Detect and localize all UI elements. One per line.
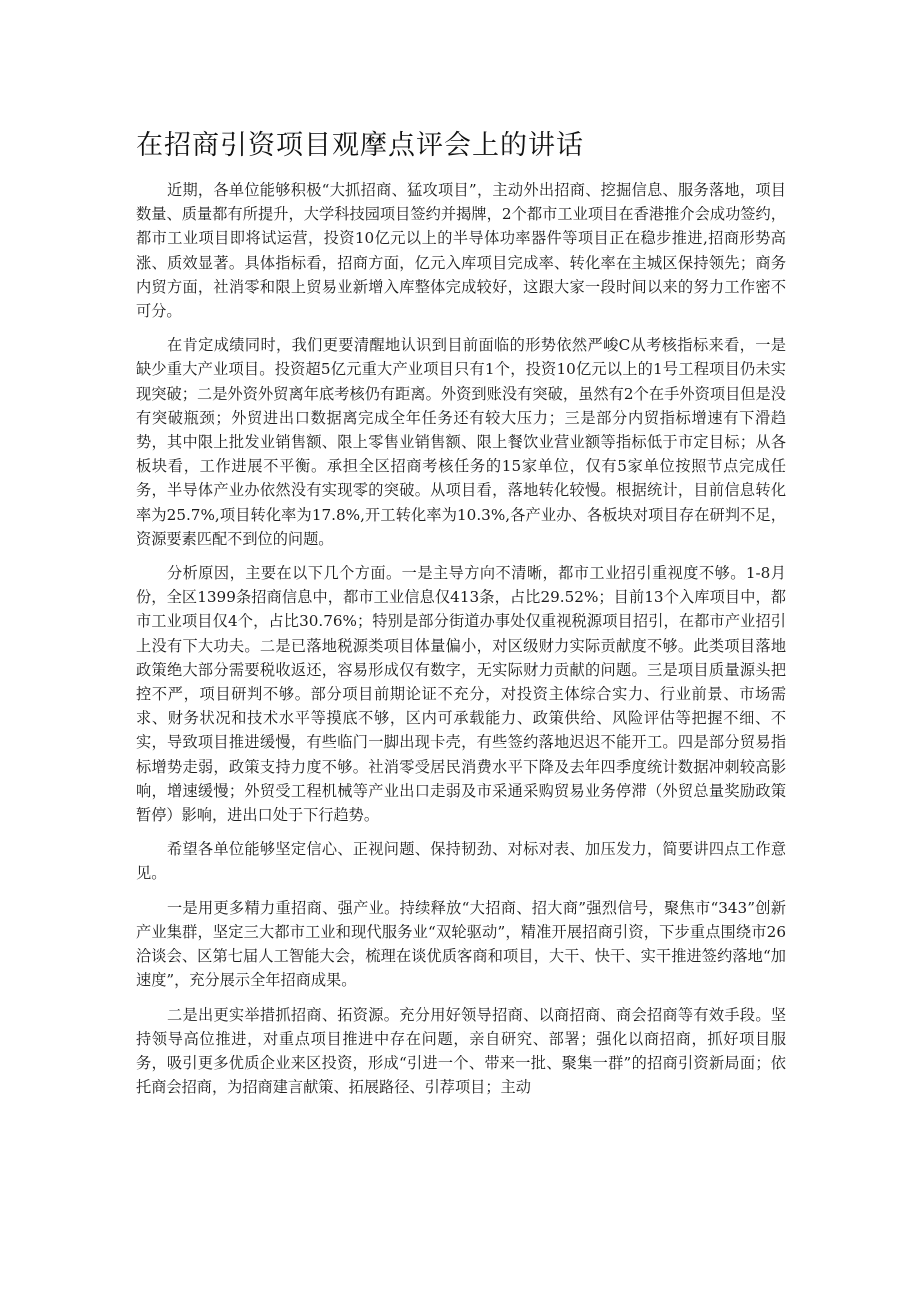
paragraph: 在肯定成绩同时，我们更要清醒地认识到目前面临的形势依然严峻C从考核指标来看，一是缺少重大产业项目。投资超5亿元重大产业项目只有1个，投资10亿元以上的1号工程项目仍未实现突破；二是外资外贸离年底考核仍有距离。外资到账没有突破，虽然有2个在手外资项目但是没有突破瓶颈；外贸进出口数据离完成全年任务还有较大压力；三是部分内贸指标增速有下滑趋势，其中限上批发业销售额、限上零售业销售额、限上餐饮业营业额等指标低于市定目标；从各板块看，工作进展不平衡。承担全区招商考核任务的15家单位，仅有5家单位按照节点完成任务，半导体产业办依然没有实现零的突破。从项目看，落地转化较慢。根据统计，目前信息转化率为25.7%,项目转化率为17.8%,开工转化率为10.3%,各产业办、各板块对项目存在研判不足，资源要素匹配不到位的问题。 <box>136 336 786 548</box>
paragraph: 近期，各单位能够积极“大抓招商、猛攻项目”，主动外出招商、挖掘信息、服务落地，项目数量、质量都有所提升，大学科技园项目签约并揭牌，2个都市工业项目在香港推介会成功签约，都市工业项目即将试运营，投资10亿元以上的半导体功率器件等项目正在稳步推进,招商形势高涨、质效显著。具体指标看，招商方面，亿元入库项目完成率、转化率在主城区保持领先；商务内贸方面，社消零和限上贸易业新增入库整体完成较好，这跟大家一段时间以来的努力工作密不可分。 <box>136 181 786 321</box>
paragraph: 希望各单位能够坚定信心、正视问题、保持韧劲、对标对表、加压发力，简要讲四点工作意见。 <box>136 840 786 883</box>
document-title: 在招商引资项目观摩点评会上的讲话 <box>136 130 584 161</box>
document-body <box>136 178 786 1109</box>
paragraph: 二是出更实举措抓招商、拓资源。充分用好领导招商、以商招商、商会招商等有效手段。坚持领导高位推进，对重点项目推进中存在问题，亲自研究、部署；强化以商招商，抓好项目服务，吸引更多优质企业来区投资，形成“引进一个、带来一批、聚集一群”的招商引资新局面；依托商会招商，为招商建言献策、拓展路径、引荐项目；主动 <box>136 1005 786 1097</box>
paragraph: 分析原因，主要在以下几个方面。一是主导方向不清晰，都市工业招引重视度不够。1-8月份，全区1399条招商信息中，都市工业信息仅413条，占比29.52%；目前13个入库项目中，都市工业项目仅4个，占比30.76%；特别是部分街道办事处仅重视税源项目招引，在都市产业招引上没有下大功夫。二是已落地税源类项目体量偏小，对区级财力实际贡献度不够。此类项目落地政策绝大部分需要税收返还，容易形成仅有数字，无实际财力贡献的问题。三是项目质量源头把控不严，项目研判不够。部分项目前期论证不充分，对投资主体综合实力、行业前景、市场需求、财务状况和技术水平等摸底不够，区内可承载能力、政策供给、风险评估等把握不细、不实，导致项目推进缓慢，有些临门一脚出现卡壳，有些签约落地迟迟不能开工。四是部分贸易指标增势走弱，政策支持力度不够。社消零受居民消费水平下降及去年四季度统计数据冲刺较高影响，增速缓慢；外贸受工程机械等产业出口走弱及市采通采购贸易业务停滞（外贸总量奖励政策暂停）影响，进出口处于下行趋势。 <box>136 564 786 825</box>
paragraph: 一是用更多精力重招商、强产业。持续释放“大招商、招大商”强烈信号，聚焦市“343”创新产业集群，坚定三大都市工业和现代服务业“双轮驱动”，精准开展招商引资，下步重点围绕市26洽谈会、区第七届人工智能大会，梳理在谈优质客商和项目，大干、快干、实干推进签约落地“加速度”，充分展示全年招商成果。 <box>136 898 786 990</box>
